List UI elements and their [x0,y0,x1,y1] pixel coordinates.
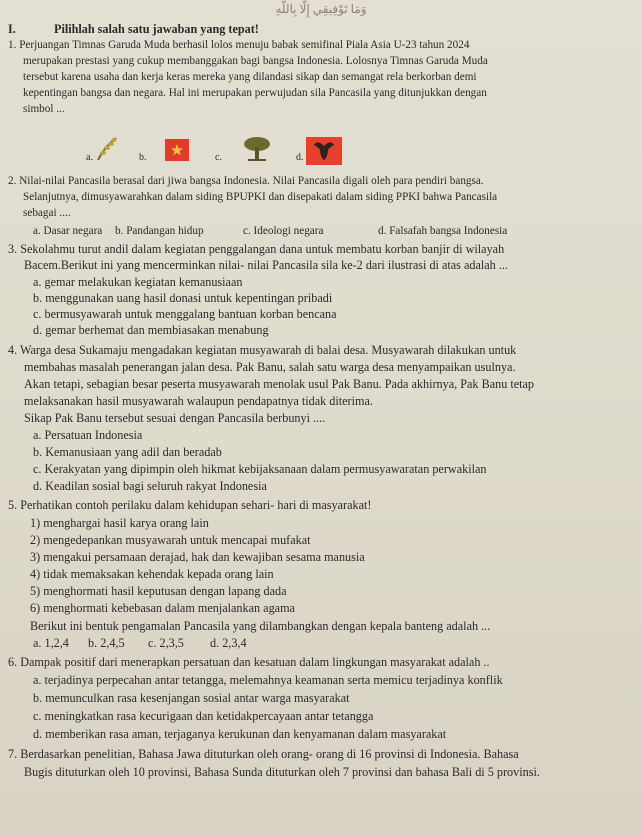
q1-line-2: merupakan prestasi yang cukup membanggakan bagi bangsa Indonesia. Lolosnya Timnas Garuda Muda [23,55,488,67]
section-instruction: Pilihlah salah satu jawaban yang tepat! [54,22,259,36]
q3-option-b[interactable]: b. menggunakan uang hasil donasi untuk kepentingan pribadi [33,291,333,305]
q4-line-3: Akan tetapi, sebagian besar peserta musyawarah menolak usul Pak Banu. Pada akhirnya, Pak Banu tetap [24,377,535,391]
q6-option-d[interactable]: d. memberikan rasa aman, terjaganya kerukunan dan kenyamanan dalam masyarakat [33,727,447,741]
q5-item-5: 5) menghormati hasil keputusan dengan lapang dada [30,584,287,598]
q1-line-3: tersebut karena usaha dan kerja keras mereka yang dilandasi sikap dan semangat rela berkorban demi [23,71,477,83]
beringin-tree-icon[interactable] [242,136,272,162]
q5-option-d[interactable]: d. 2,3,4 [210,636,247,650]
q5-question: Berikut ini bentuk pengamalan Pancasila yang dilambangkan dengan kepala banteng adalah ... [30,619,491,633]
q2-line-1: 2. Nilai-nilai Pancasila berasal dari jiwa bangsa Indonesia. Nilai Pancasila digali oleh para pendiri bangsa. [8,175,484,187]
padi-kapas-icon[interactable] [94,136,122,162]
q1-line-1: 1. Perjuangan Timnas Garuda Muda berhasil lolos menuju babak semifinal Piala Asia U-23 tahun 2024 [8,39,470,51]
q5-option-c[interactable]: c. 2,3,5 [148,636,184,650]
q6-option-a[interactable]: a. terjadinya perpecahan antar tetangga, melemahnya keamanan serta memicu terjadinya konflik [33,673,503,687]
q2-option-b[interactable]: b. Pandangan hidup [115,225,204,237]
q4-option-c[interactable]: c. Kerakyatan yang dipimpin oleh hikmat kebijaksanaan dalam permusyawaratan perwakilan [33,462,487,476]
q4-option-d[interactable]: d. Keadilan sosial bagi seluruh rakyat Indonesia [33,479,267,493]
q2-line-3: sebagai .... [23,207,71,219]
q1-option-b-label[interactable]: b. [139,152,147,163]
q5-item-4: 4) tidak memaksakan kehendak kepada orang lain [30,567,274,581]
q6-option-c[interactable]: c. meningkatkan rasa kecurigaan dan ketidakpercayaan antar tetangga [33,709,374,723]
q3-option-d[interactable]: d. gemar berhemat dan membiasakan menabung [33,323,269,337]
q2-option-a[interactable]: a. Dasar negara [33,225,103,237]
q5-line-1: 5. Perhatikan contoh perilaku dalam kehidupan sehari- hari di masyarakat! [8,498,372,512]
q5-item-2: 2) mengedepankan musyawarah untuk mencapai mufakat [30,533,311,547]
q7-line-1: 7. Berdasarkan penelitian, Bahasa Jawa dituturkan oleh orang- orang di 16 provinsi di Indonesia. Bahasa [8,747,519,761]
q4-line-2: membahas masalah penerangan jalan desa. Pak Banu, salah satu warga desa menyampaikan usulnya. [24,360,516,374]
q5-option-a[interactable]: a. 1,2,4 [33,636,69,650]
star-icon[interactable] [165,139,189,161]
q4-option-a[interactable]: a. Persatuan Indonesia [33,428,143,442]
section-number: I. [8,22,16,36]
arabic-header: وَمَا تَوْفِيقِي إِلَّا بِاللَّهِ [275,2,367,16]
q3-option-a[interactable]: a. gemar melakukan kegiatan kemanusiaan [33,275,243,289]
q3-line-1: 3. Sekolahmu turut andil dalam kegiatan penggalangan dana untuk membatu korban banjir di wilayah [8,242,505,256]
q4-line-1: 4. Warga desa Sukamaju mengadakan kegiatan musyawarah di balai desa. Musyawarah dilakukan untuk [8,343,517,357]
q6-line-1: 6. Dampak positif dari menerapkan persatuan dan kesatuan dalam lingkungan masyarakat adalah .. [8,655,490,669]
q3-option-c[interactable]: c. bermusyawarah untuk menggalang bantuan korban bencana [33,307,337,321]
q2-line-2: Selanjutnya, dimusyawarahkan dalam siding BPUPKI dan disepakati dalam siding PPKI bahwa Pancasila [23,191,498,203]
q5-item-6: 6) menghormati kebebasan dalam menjalankan agama [30,601,295,615]
q1-option-a-label[interactable]: a. [86,152,93,163]
q2-option-d[interactable]: d. Falsafah bangsa Indonesia [378,225,508,237]
q4-line-5: Sikap Pak Banu tersebut sesuai dengan Pancasila berbunyi .... [24,411,326,425]
q6-option-b[interactable]: b. memunculkan rasa kesenjangan sosial antar warga masyarakat [33,691,350,705]
q5-item-1: 1) menghargai hasil karya orang lain [30,516,209,530]
q3-line-2: Bacem.Berikut ini yang mencerminkan nilai- nilai Pancasila sila ke-2 dari ilustrasi di atas adalah ... [24,258,508,272]
q1-option-d-label[interactable]: d. [296,152,304,163]
q1-line-5: simbol ... [23,103,65,115]
q4-line-4: melaksanakan hasil musyawarah walaupun pendapatnya tidak diterima. [24,394,373,408]
q7-line-2: Bugis dituturkan oleh 10 provinsi, Bahasa Sunda dituturkan oleh 7 provinsi dan bahasa Bali di 5 provinsi. [24,765,540,779]
q4-option-b[interactable]: b. Kemanusiaan yang adil dan beradab [33,445,222,459]
q1-option-c-label[interactable]: c. [215,152,222,163]
q5-item-3: 3) mengakui persamaan derajad, hak dan kewajiban sesama manusia [30,550,365,564]
q1-line-4: kepentingan bangsa dan negara. Hal ini merupakan perwujudan sila Pancasila yang ditunjukkan dengan [23,87,487,99]
q5-option-b[interactable]: b. 2,4,5 [88,636,125,650]
q2-option-c[interactable]: c. Ideologi negara [243,225,324,237]
banteng-head-icon[interactable] [306,137,342,165]
